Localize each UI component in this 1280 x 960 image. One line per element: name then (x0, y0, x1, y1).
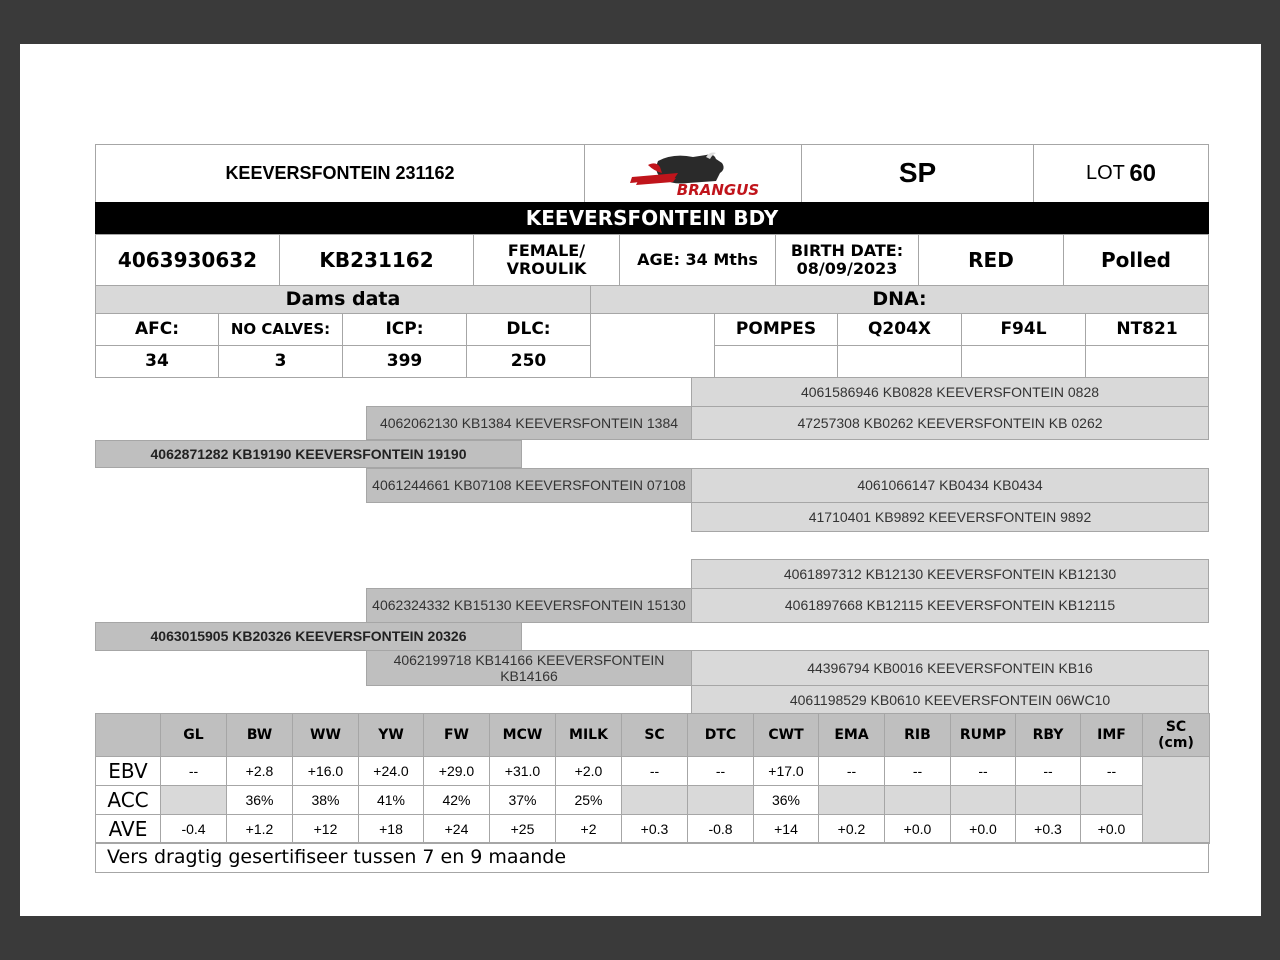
dams-value-dlc: 250 (466, 345, 591, 378)
ebv-cell-ebv-ww: +16.0 (292, 756, 359, 786)
ebv-cell-ave-sc: +0.3 (621, 814, 688, 844)
dna-label-pompes: POMPES (714, 313, 838, 346)
dams-title: Dams data (95, 285, 591, 314)
pedigree-dam-dam-sire: 44396794 KB0016 KEEVERSFONTEIN KB16 (691, 650, 1209, 686)
ebv-cell-ave-cwt: +14 (753, 814, 819, 844)
age: AGE: 34 Mths (619, 234, 776, 286)
ebv-header-bw: BW (226, 713, 293, 757)
pedigree-sire-sire-sire: 4061586946 KB0828 KEEVERSFONTEIN 0828 (691, 377, 1209, 407)
ebv-cell-acc-milk: 25% (555, 785, 622, 815)
lot-page (20, 44, 1261, 916)
ebv-header-dtc: DTC (687, 713, 754, 757)
sex-line1: FEMALE/ (507, 240, 586, 260)
ebv-cell-ebv-rby: -- (1015, 756, 1081, 786)
ebv-cell-ebv-bw: +2.8 (226, 756, 293, 786)
ebv-cell-ebv-dtc: -- (687, 756, 754, 786)
sex (473, 234, 620, 286)
birth-date (775, 234, 919, 286)
ebv-header-ema: EMA (818, 713, 885, 757)
bull-logo-icon (618, 151, 768, 197)
birth-date-label: BIRTH DATE: (790, 240, 904, 260)
grade: SP (801, 144, 1034, 203)
ebv-cell-acc-gl (160, 785, 227, 815)
dna-value-q204x (837, 345, 962, 378)
ebv-cell-acc-cwt: 36% (753, 785, 819, 815)
ebv-header-gl: GL (160, 713, 227, 757)
pedigree-dam-dam: 4062199718 KB14166 KEEVERSFONTEIN KB14166 (366, 650, 692, 686)
horn-status: Polled (1063, 234, 1209, 286)
ebv-cell-acc-mcw: 37% (489, 785, 556, 815)
ebv-row-label-ave: AVE (95, 814, 161, 844)
lot (1033, 144, 1209, 203)
lot-number: 60 (1129, 159, 1157, 187)
note: Vers dragtig gesertifiseer tussen 7 en 9 maande (95, 842, 1209, 873)
dams-value-calves: 3 (218, 345, 343, 378)
ebv-cell-ave-bw: +1.2 (226, 814, 293, 844)
sex-line2: VROULIK (506, 259, 587, 278)
ebv-cell-acc-yw: 41% (358, 785, 424, 815)
ebv-table (95, 713, 1209, 843)
ebv-cell-ave-yw: +18 (358, 814, 424, 844)
ebv-header-ww: WW (292, 713, 359, 757)
ebv-header-sc-cm-line: SC (1165, 718, 1187, 735)
ebv-cell-acc-rump (950, 785, 1016, 815)
ebv-cell-ebv-cwt: +17.0 (753, 756, 819, 786)
dna-label-f94l: F94L (961, 313, 1086, 346)
ebv-cell-acc-imf (1080, 785, 1143, 815)
ebv-header-imf: IMF (1080, 713, 1143, 757)
ebv-cell-acc-fw: 42% (423, 785, 490, 815)
dna-label-q204x: Q204X (837, 313, 962, 346)
ebv-header-rby: RBY (1015, 713, 1081, 757)
ebv-cell-ebv-mcw: +31.0 (489, 756, 556, 786)
ebv-cell-ave-ww: +12 (292, 814, 359, 844)
dna-value-pompes (714, 345, 838, 378)
lot-label: LOT (1085, 162, 1125, 184)
pedigree-dam-sire: 4062324332 KB15130 KEEVERSFONTEIN 15130 (366, 588, 692, 623)
ebv-header-sc-cm (1142, 713, 1210, 757)
ebv-header-corner (95, 713, 161, 757)
brangus-logo (584, 144, 802, 203)
ebv-header-fw: FW (423, 713, 490, 757)
dams-value-afc: 34 (95, 345, 219, 378)
dams-label-calves: NO CALVES: (218, 313, 343, 346)
ebv-cell-acc-ww: 38% (292, 785, 359, 815)
ebv-header-sc-cm-line: (cm) (1158, 735, 1194, 751)
pedigree-sire: 4062871282 KB19190 KEEVERSFONTEIN 19190 (95, 440, 522, 468)
ebv-cell-ebv-sc: -- (621, 756, 688, 786)
ebv-cell-ave-mcw: +25 (489, 814, 556, 844)
ebv-cell-ebv-yw: +24.0 (358, 756, 424, 786)
dna-value-f94l (961, 345, 1086, 378)
ebv-cell-ave-rib: +0.0 (884, 814, 951, 844)
pedigree-sire-dam-sire: 4061066147 KB0434 KB0434 (691, 468, 1209, 503)
pedigree-sire-sire: 4062062130 KB1384 KEEVERSFONTEIN 1384 (366, 406, 692, 440)
dna-title: DNA: (590, 285, 1209, 314)
ebv-cell-ebv-gl: -- (160, 756, 227, 786)
dams-label-icp: ICP: (342, 313, 467, 346)
ebv-cell-ave-imf: +0.0 (1080, 814, 1143, 844)
ebv-header-mcw: MCW (489, 713, 556, 757)
ebv-cell-ebv-rib: -- (884, 756, 951, 786)
birth-date-value: 08/09/2023 (796, 259, 898, 278)
pedigree-sire-sire-dam: 47257308 KB0262 KEEVERSFONTEIN KB 0262 (691, 406, 1209, 440)
ebv-cell-acc-bw: 36% (226, 785, 293, 815)
ebv-header-sc: SC (621, 713, 688, 757)
ebv-cell-ave-rby: +0.3 (1015, 814, 1081, 844)
ebv-cell-acc-sc (621, 785, 688, 815)
ebv-header-milk: MILK (555, 713, 622, 757)
ebv-row-label-acc: ACC (95, 785, 161, 815)
ebv-header-yw: YW (358, 713, 424, 757)
ebv-cell-acc-ema (818, 785, 885, 815)
ebv-cell-ave-gl: -0.4 (160, 814, 227, 844)
dna-blank (590, 313, 715, 378)
ebv-cell-ebv-rump: -- (950, 756, 1016, 786)
pedigree-sire-dam: 4061244661 KB07108 KEEVERSFONTEIN 07108 (366, 468, 692, 503)
ebv-header-cwt: CWT (753, 713, 819, 757)
pedigree-dam-sire-dam: 4061897668 KB12115 KEEVERSFONTEIN KB12115 (691, 588, 1209, 623)
ebv-sc-cm-values (1142, 756, 1210, 844)
ebv-header-rump: RUMP (950, 713, 1016, 757)
ebv-cell-acc-dtc (687, 785, 754, 815)
dna-value-nt821 (1085, 345, 1209, 378)
ebv-header-rib: RIB (884, 713, 951, 757)
pedigree-sire-dam-dam: 41710401 KB9892 KEEVERSFONTEIN 9892 (691, 502, 1209, 532)
ebv-cell-ave-fw: +24 (423, 814, 490, 844)
ebv-cell-ebv-fw: +29.0 (423, 756, 490, 786)
ebv-row-label-ebv: EBV (95, 756, 161, 786)
pedigree-dam-dam-dam: 4061198529 KB0610 KEEVERSFONTEIN 06WC10 (691, 685, 1209, 715)
ebv-cell-ave-dtc: -0.8 (687, 814, 754, 844)
ebv-cell-ebv-milk: +2.0 (555, 756, 622, 786)
id-number: 4063930632 (95, 234, 280, 286)
banner-title: KEEVERSFONTEIN BDY (95, 202, 1209, 234)
ebv-cell-acc-rby (1015, 785, 1081, 815)
pedigree-dam-sire-sire: 4061897312 KB12130 KEEVERSFONTEIN KB12130 (691, 559, 1209, 589)
ebv-cell-acc-rib (884, 785, 951, 815)
ebv-cell-ave-rump: +0.0 (950, 814, 1016, 844)
dams-label-afc: AFC: (95, 313, 219, 346)
ebv-cell-ebv-imf: -- (1080, 756, 1143, 786)
ebv-cell-ebv-ema: -- (818, 756, 885, 786)
ebv-cell-ave-ema: +0.2 (818, 814, 885, 844)
dams-label-dlc: DLC: (466, 313, 591, 346)
animal-name: KEEVERSFONTEIN 231162 (95, 144, 585, 203)
dams-value-icp: 399 (342, 345, 467, 378)
tag-number: KB231162 (279, 234, 474, 286)
dna-label-nt821: NT821 (1085, 313, 1209, 346)
pedigree-dam: 4063015905 KB20326 KEEVERSFONTEIN 20326 (95, 622, 522, 651)
ebv-cell-ave-milk: +2 (555, 814, 622, 844)
svg-text:BRANGUS: BRANGUS (676, 180, 760, 197)
colour: RED (918, 234, 1064, 286)
